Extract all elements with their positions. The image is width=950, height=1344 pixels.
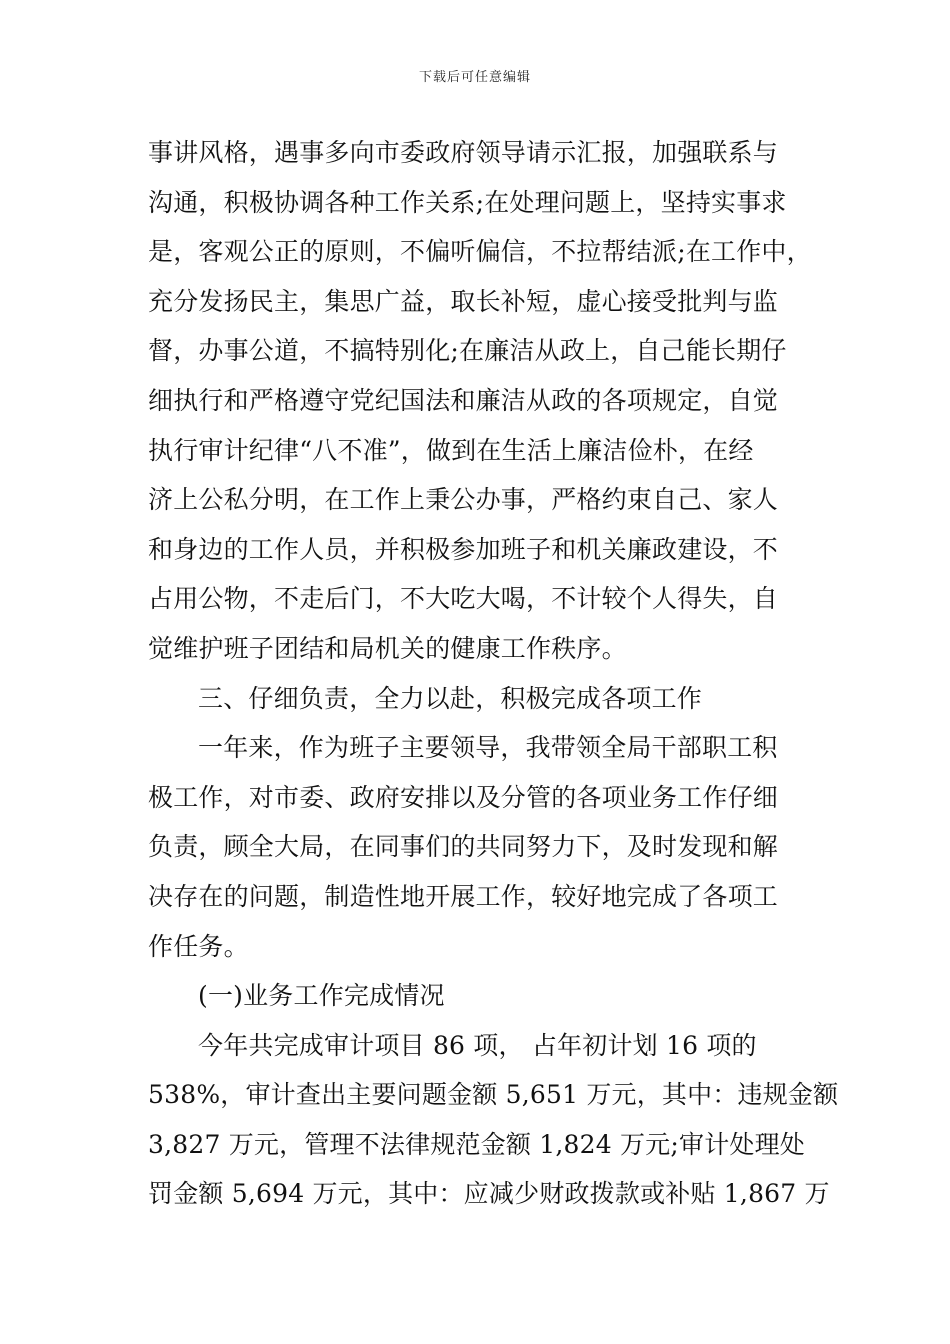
paragraph-line: 决存在的问题，制造性地开展工作，较好地完成了各项工 [148,881,779,911]
paragraph-line: 是，客观公正的原则，不偏听偏信，不拉帮结派;在工作中， [148,237,812,267]
paragraph-line: 负责，顾全大局，在同事们的共同努力下，及时发现和解 [148,832,779,862]
paragraph-line: 和身边的工作人员，并积极参加班子和机关廉政建设，不 [148,534,779,564]
section-heading: 三、仔细负责，全力以赴，积极完成各项工作 [198,683,703,713]
paragraph-line: 占用公物，不走后门，不大吃大喝，不计较个人得失，自 [148,584,779,614]
paragraph-line: 细执行和严格遵守党纪国法和廉洁从政的各项规定，自觉 [148,385,779,415]
paragraph-line: 538%，审计查出主要问题金额 5,651 万元，其中：违规金额 [148,1080,839,1110]
paragraph-line: 事讲风格，遇事多向市委政府领导请示汇报，加强联系与 [148,138,779,167]
paragraph-line: 执行审计纪律“八不准”，做到在生活上廉洁俭朴，在经 [148,435,754,465]
paragraph-line: 督，办事公道，不搞特别化;在廉洁从政上，自己能长期仔 [148,336,787,366]
document-body [148,128,839,1219]
paragraph-line: 今年共完成审计项目 86 项， 占年初计划 16 项的 [198,1030,757,1060]
paragraph-line: 济上公私分明，在工作上秉公办事，严格约束自己、家人 [148,485,779,515]
paragraph-line: 觉维护班子团结和局机关的健康工作秩序。 [148,633,627,663]
paragraph-line: 作任务。 [148,931,249,961]
subsection-heading: (一)业务工作完成情况 [198,981,445,1011]
paragraph-line: 充分发扬民主，集思广益，取长补短，虚心接受批判与监 [148,286,779,316]
paragraph-line: 罚金额 5,694 万元，其中：应减少财政拨款或补贴 1,867 万 [148,1179,830,1209]
paragraph-line: 极工作，对市委、政府安排以及分管的各项业务工作仔细 [148,782,779,812]
page-header: 下载后可任意编辑 [418,70,531,85]
paragraph-line: 沟通，积极协调各种工作关系;在处理问题上，坚持实事求 [148,187,787,217]
paragraph-line: 一年来，作为班子主要领导，我带领全局干部职工积 [198,733,778,763]
paragraph-line: 3,827 万元，管理不法律规范金额 1,824 万元;审计处理处 [148,1129,806,1159]
